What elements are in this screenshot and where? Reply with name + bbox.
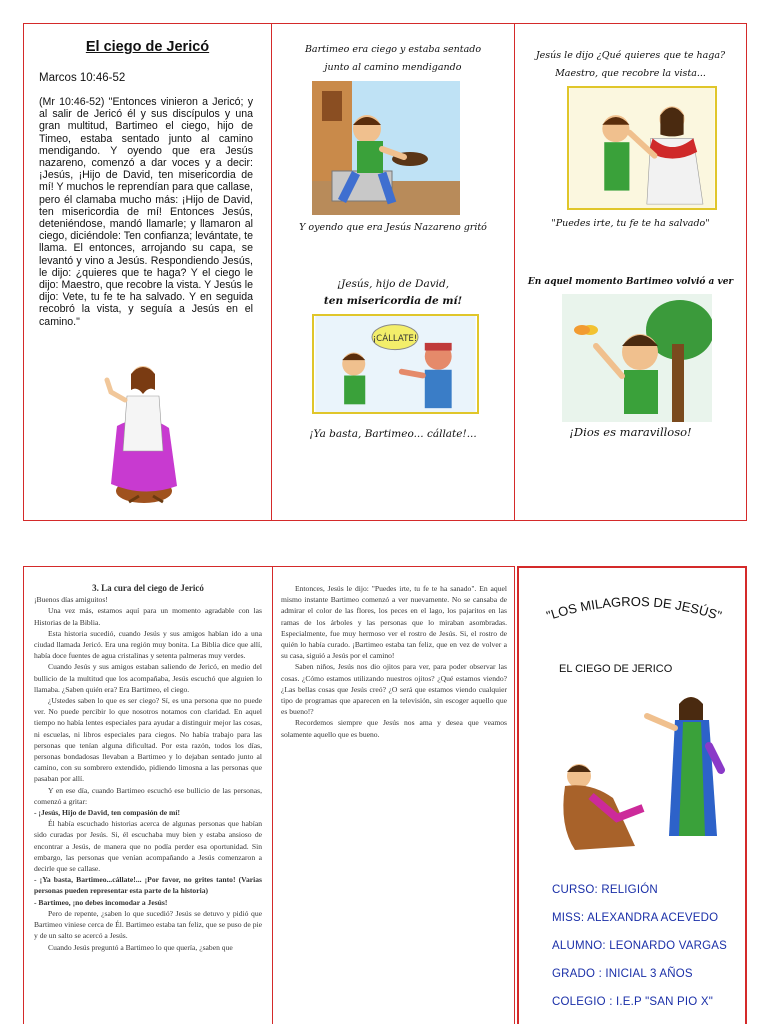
info-curso: CURSO: RELIGIÓN: [552, 884, 658, 896]
panel-bible-text: [23, 23, 271, 521]
info-alumno: ALUMNO: LEONARDO VARGAS: [552, 940, 728, 952]
caption-heard-jesus: Y oyendo que era Jesús Nazareno gritó: [299, 222, 487, 233]
panel-cover: [517, 566, 747, 1024]
info-miss: MISS: ALEXANDRA ACEVEDO: [552, 912, 719, 924]
story-paragraph: Una vez más, estamos aquí para un momento agradable con las Historias de la Biblia.: [34, 606, 262, 627]
panel-story-text-2: [272, 566, 515, 1024]
story-dialogue: - ¡Jesús, Hijo de David, ten compasión de mí!: [34, 808, 180, 818]
story-paragraph: Él había escuchado historias acerca de algunas personas que habían sido curadas por Jesús. Si, él escuchaba muy bien y estaba ansioso de encontrar a Jesús, de manera que no podía perder esa oportunidad. Sin embargo, las personas que venían acompañando a Jesús comenzaron a decirle que se callase.: [34, 819, 262, 874]
caption-recover-sight: Maestro, que recobre la vista...: [555, 68, 706, 79]
panel-story-comics-1: [271, 23, 515, 521]
jesus-healing-illustration: [567, 86, 717, 210]
story-paragraph: ¿Ustedes saben lo que es ser ciego? Sí, es una persona que no puede ver. No puede percibir lo que nosotros notamos con claridad. En aquel tiempo no había lentes especiales para ayudar a distinguir mejor las cosas, ni escuelas, ni libros especiales para ciegos. No había trabajo para las personas que tenían alguna dificultad. Por esta razón, todos los días, personas bondadosas llevaban a Bartimeo y lo dejaban sentado junto al camino, con su sombrero extendido, pidiendo limosna a las personas que pasaban por allí.: [34, 696, 262, 784]
story-paragraph: Cuando Jesús preguntó a Bartimeo lo que quería, ¿saben que: [48, 942, 233, 952]
caption-bartimeo-sitting-2: junto al camino mendigando: [324, 62, 462, 73]
story-dialogue: - ¡Ya basta, Bartimeo...cállate!... ¡Por favor, no grites tanto! (Varias personas pueden representar esta parte de la historia): [34, 875, 262, 896]
caption-god-is-wonderful: ¡Dios es maravilloso!: [569, 425, 692, 439]
callate-bubble-text: ¡CÁLLATE!: [372, 333, 418, 344]
story-paragraph: Cuando Jesús y sus amigos estaban saliendo de Jericó, en medio del bullicio de la multitud que los acompañaba, Jesús escuchó que alguien lo llamaba. ¿Saben quién era? Era Bartimeo, el ciego.: [34, 662, 262, 694]
panel-story-text-1: [23, 566, 272, 1024]
story-paragraph: Recordemos siempre que Jesús nos ama y desea que veamos solamente aquello que es bueno.: [281, 718, 507, 739]
bartimeo-sees-illustration: [562, 294, 712, 422]
story-paragraph: Y en ese día, cuando Bartimeo escuchó ese bullicio de las personas, comenzó a gritar:: [34, 785, 262, 806]
story-paragraph: ¡Buenos días amiguitos!: [34, 595, 108, 605]
story-paragraph: Saben niños, Jesús nos dio ojitos para ver, para poder observar las cosas. ¿Cómo estamos utilizando nuestros ojitos? ¿Qué estamos viendo? ¿Las bellas cosas que Jesús creó? ¿O será que estamos viendo cualquier tipo de programas que aparecen en la televisión, sin escoger aquello que es bueno!?: [281, 662, 507, 717]
story-dialogue: - Bartimeo, ¡no debes incomodar a Jesús!: [34, 897, 168, 907]
info-grado: GRADO : INICIAL 3 AÑOS: [552, 968, 693, 980]
cover-subtitle: EL CIEGO DE JERICO: [559, 663, 673, 675]
jesus-and-blind-man-illustration: [551, 686, 731, 861]
caption-what-do-you-want: Jesús le dijo ¿Qué quieres que te haga?: [535, 50, 726, 61]
story-paragraph: Pero de repente, ¿saben lo que sucedió? Jesús se detuvo y pidió que Bartimeo viniese cerca de Él. Bartimeo estaba tan feliz, que se puso de pie y de un salto se acercó a Jesús.: [34, 908, 262, 941]
bible-passage: (Mr 10:46-52) "Entonces vinieron a Jericó; y al salir de Jericó él y sus discípulos y una gran multitud, Bartimeo el ciego, hijo de Timeo, estaba sentado junto al camino mendigando. Y oyendo que era Jesús nazareno, comenzó a dar voces y a decir: ¡Jesús, ¡Hijo de David, ten misericordia de mí! Y muchos le reprendían para que callase, pero él clamaba mucho más: ¡Hijo de David, ten misericordia de mí! Entonces Jesús, deteniéndose, mandó llamarle; y llamaron al ciego, diciéndole: Ten confianza; levántate, te llama. El entonces, arrojando su capa, se levantó y vino a Jesús. Respondiendo Jesús, le dijo: ¿quieres que te haga? Y el ciego le dijo: Maestro, que recobre la vista. Y Jesús le dijo: Vete, tu fe te ha salvado. Y en seguida recobró la vista, y seguía a Jesús en el camino.": [39, 96, 253, 328]
caption-ya-basta: ¡Ya basta, Bartimeo... cállate!...: [309, 428, 477, 440]
svg-text:"LOS MILAGROS DE JESÚS": [544, 594, 723, 623]
page-title: El ciego de Jericó: [85, 39, 210, 55]
caption-faith-saved: "Puedes irte, tu fe te ha salvado": [551, 218, 710, 229]
story-paragraph: Entonces, Jesús le dijo: "Puedes irte, tu fe te ha sanado". En aquel mismo instante Bartimeo comenzó a ver nuevamente. No se cansaba de admirar el color de las flores, los peces en el lago, los pajaritos en las ramas de los árboles y las personas que lo miraban asombradas. Especialmente, fue muy hermoso ver el rostro de Jesús. Si, el rostro de quién lo había curado. ¡Bartimeo estaba tan feliz, que en vez de volver a su casa, siguió a Jesús por el camino!: [281, 584, 507, 661]
jesus-seated-illustration: [89, 356, 189, 506]
crowd-silencing-illustration: [312, 314, 479, 414]
cover-title-arc: [519, 582, 747, 632]
story-text-column-2: [281, 583, 507, 740]
caption-shout-2: ten misericordia de mí!: [323, 295, 463, 307]
caption-saw-again: En aquel momento Bartimeo volvió a ver: [527, 277, 734, 287]
cover-title: "LOS MILAGROS DE JESÚS": [544, 593, 724, 624]
story-text-column-1: [34, 583, 262, 953]
bible-reference: Marcos 10:46-52: [39, 72, 126, 84]
caption-bartimeo-sitting: Bartimeo era ciego y estaba sentado: [304, 44, 482, 55]
bartimeo-begging-illustration: [312, 81, 460, 215]
panel-story-comics-2: [515, 23, 747, 521]
story-paragraph: Esta historia sucedió, cuando Jesús y sus amigos habían ido a una ciudad llamada Jericó. Era una región muy bonita. La Biblia dice que allí, había doce fuentes de agua cristalinas y setenta palmeras muy verdes.: [34, 628, 262, 661]
story-title: 3. La cura del ciego de Jericó: [92, 583, 204, 593]
info-colegio: COLEGIO : I.E.P "SAN PIO X": [552, 996, 713, 1008]
caption-shout-1: ¡Jesús, hijo de David,: [336, 278, 450, 290]
